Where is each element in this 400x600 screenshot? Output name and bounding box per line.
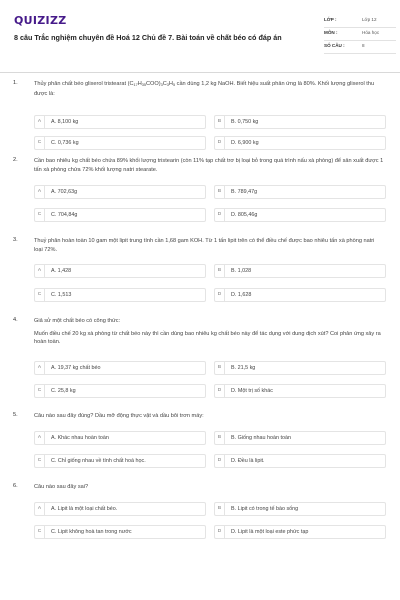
option-text: A. 19,37 kg chất béo: [51, 365, 101, 371]
option-b[interactable]: [214, 502, 386, 516]
option-letter: D: [215, 526, 225, 538]
option-a[interactable]: [34, 361, 206, 375]
option-letter: A: [35, 116, 45, 128]
option-letter: D: [215, 455, 225, 467]
option-text: C. 25,8 kg: [51, 388, 76, 394]
header-divider: [0, 72, 400, 73]
option-a[interactable]: [34, 502, 206, 516]
option-text: B. 789,47g: [231, 189, 258, 195]
option-letter: A: [35, 186, 45, 198]
question-number: 3.: [13, 237, 18, 243]
option-text: B. 21,5 kg: [231, 365, 256, 371]
option-b[interactable]: [214, 115, 386, 129]
option-text: D. 1,628: [231, 292, 252, 298]
option-letter: B: [215, 362, 225, 374]
question-number: 1.: [13, 80, 18, 86]
question-text: [34, 317, 384, 351]
option-letter: B: [215, 186, 225, 198]
option-a[interactable]: [34, 431, 206, 445]
option-d[interactable]: [214, 525, 386, 539]
meta-row-count: [324, 41, 396, 54]
worksheet-title: 8 câu Trắc nghiệm chuyên đề Hoá 12 Chủ đề 7. Bài toán về chất béo có đáp án: [14, 33, 282, 42]
option-letter: A: [35, 503, 45, 515]
option-text: A. 1,428: [51, 268, 72, 274]
option-a[interactable]: [34, 115, 206, 129]
option-letter: A: [35, 432, 45, 444]
option-a[interactable]: [34, 185, 206, 199]
option-c[interactable]: [34, 525, 206, 539]
question-text: Cần bao nhiêu kg chất béo chứa 89% khối lượng tristearin (còn 11% tạp chất trơ bị loại bỏ trong quá trình nấu xà phòng) để sản xuất được 1 tấn xà phòng chứa 72% khối lượng natri stearate.: [34, 158, 384, 173]
meta-value: Hóa học: [362, 30, 380, 35]
option-c[interactable]: [34, 288, 206, 302]
question-text: Thủy phân chất béo glixerol tristearat $(C_{17}H_{35}COO)_3C_3H_5$ cần dùng 1,2 kg NaOH. Biết hiệu suất phản ứng là 80%. Khối lượng glixerol thu được là:: [34, 81, 375, 97]
question-number: 5.: [13, 412, 18, 418]
option-text: A. Lipit là một loại chất béo.: [51, 506, 118, 512]
option-b[interactable]: [214, 361, 386, 375]
option-letter: B: [215, 116, 225, 128]
worksheet-header: [10, 12, 390, 62]
option-letter: C: [35, 209, 45, 221]
option-letter: C: [35, 289, 45, 301]
meta-label: MÔN :: [324, 30, 338, 35]
option-text: D. Lipit là một loại este phức tạp: [231, 529, 309, 535]
meta-row-subject: [324, 28, 396, 41]
option-a[interactable]: [34, 264, 206, 278]
option-letter: C: [35, 385, 45, 397]
quizizz-logo[interactable]: QUIZIZZ: [14, 14, 67, 27]
question-text: Câu nào sau đây sai?: [34, 484, 89, 490]
option-c[interactable]: [34, 208, 206, 222]
option-c[interactable]: [34, 136, 206, 150]
meta-value: Lớp 12: [362, 17, 377, 22]
option-letter: D: [215, 209, 225, 221]
option-c[interactable]: [34, 454, 206, 468]
option-text: C. Chỉ giống nhau về tính chất hoá học.: [51, 458, 146, 464]
option-letter: D: [215, 385, 225, 397]
option-text: D. Đều là lipit.: [231, 458, 265, 464]
meta-value: 8: [362, 43, 365, 48]
option-d[interactable]: [214, 136, 386, 150]
meta-label: LỚP :: [324, 17, 337, 22]
question-number: 6.: [13, 483, 18, 489]
option-text: B. Lipit có trong tế bào sống: [231, 506, 299, 512]
question-number: 4.: [13, 317, 18, 323]
option-text: D. 6,900 kg: [231, 140, 259, 146]
option-letter: B: [215, 503, 225, 515]
option-letter: D: [215, 137, 225, 149]
worksheet-meta: [324, 15, 396, 54]
option-d[interactable]: [214, 384, 386, 398]
option-text: B. Giống nhau hoàn toàn: [231, 435, 291, 441]
option-text: C. 1,513: [51, 292, 72, 298]
option-b[interactable]: [214, 185, 386, 199]
option-text: D. 805,46g: [231, 212, 258, 218]
option-d[interactable]: [214, 288, 386, 302]
option-text: C. 0,736 kg: [51, 140, 79, 146]
option-letter: B: [215, 265, 225, 277]
question-text: Câu nào sau đây đúng? Dầu mỡ động thực vật và dầu bôi trơn máy:: [34, 413, 204, 419]
option-c[interactable]: [34, 384, 206, 398]
option-letter: B: [215, 432, 225, 444]
option-text: B. 0,750 kg: [231, 119, 259, 125]
option-letter: A: [35, 362, 45, 374]
option-text: A. 8,100 kg: [51, 119, 79, 125]
question-text: Thuỷ phân hoàn toàn 10 gam một lipit trung tính cần 1,68 gam KOH. Từ 1 tấn lipit trên có thể điều chế được bao nhiêu tấn xà phòng natri loại 72%.: [34, 238, 375, 253]
question-number: 2.: [13, 157, 18, 163]
question-text-line: Giả sử một chất béo có công thức:: [34, 318, 121, 324]
option-text: A. Khác nhau hoàn toàn: [51, 435, 109, 441]
option-text: C. 704,84g: [51, 212, 78, 218]
option-text: A. 702,63g: [51, 189, 78, 195]
option-b[interactable]: [214, 431, 386, 445]
option-letter: C: [35, 137, 45, 149]
option-b[interactable]: [214, 264, 386, 278]
option-letter: A: [35, 265, 45, 277]
option-text: C. Lipit không hoà tan trong nước: [51, 529, 132, 535]
meta-row-class: [324, 15, 396, 28]
option-letter: D: [215, 289, 225, 301]
option-d[interactable]: [214, 208, 386, 222]
option-d[interactable]: [214, 454, 386, 468]
meta-label: SỐ CÂU :: [324, 43, 345, 48]
option-text: D. Một trị số khác: [231, 388, 273, 394]
option-letter: C: [35, 526, 45, 538]
option-text: B. 1,028: [231, 268, 252, 274]
option-letter: C: [35, 455, 45, 467]
question-text-line: Muốn điều chế 20 kg xà phòng từ chất béo này thì cần dùng bao nhiêu kg chất béo này để tác dụng với dung dịch xút? Coi phản ứng xảy ra hoàn toàn.: [34, 330, 381, 346]
